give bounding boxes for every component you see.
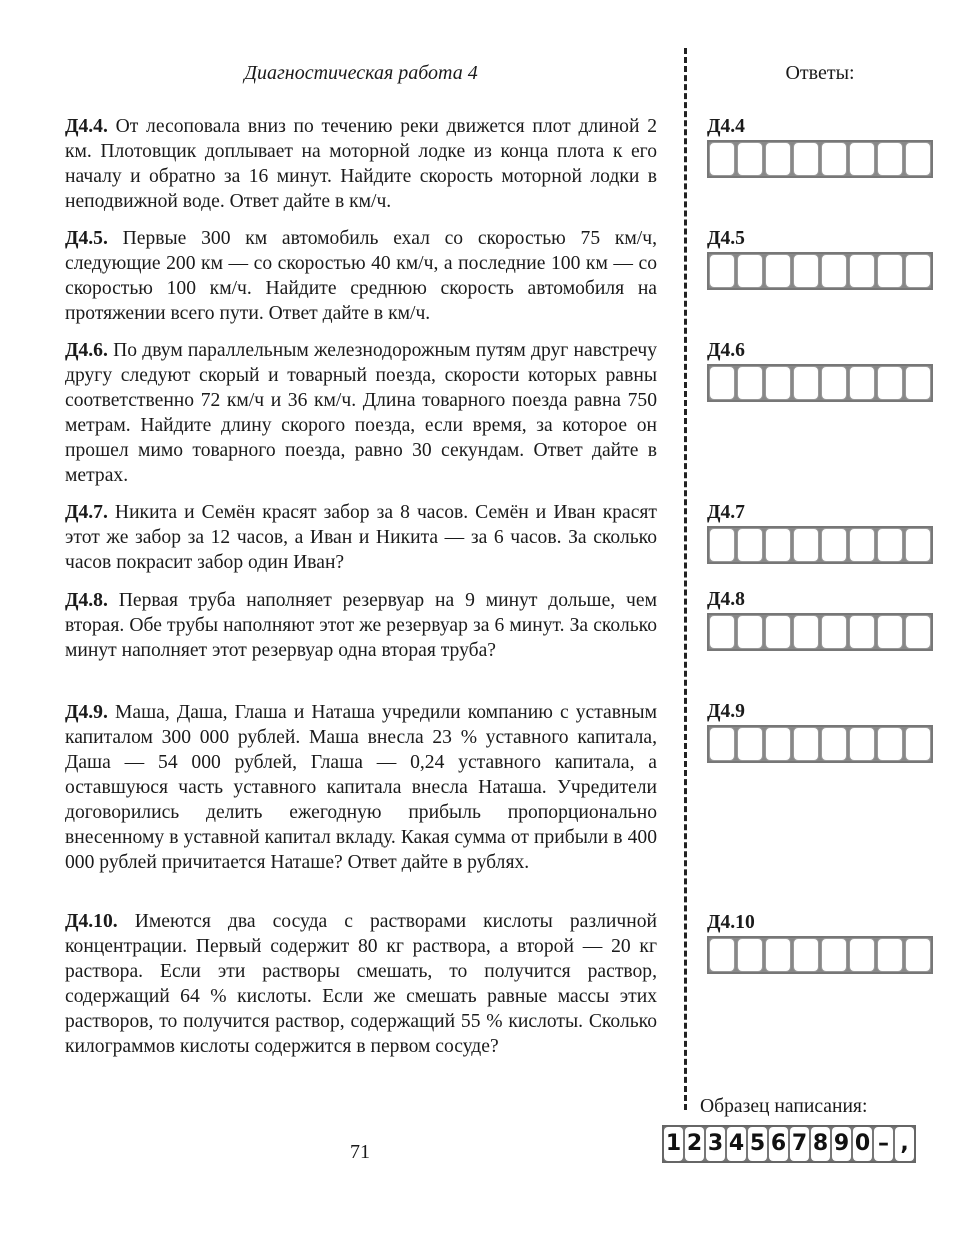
answer-cell[interactable] bbox=[905, 254, 931, 288]
cut-line-divider bbox=[684, 48, 687, 1110]
sample-digit: 6 bbox=[769, 1127, 788, 1161]
problem-d4-10 bbox=[65, 909, 657, 1059]
answer-cell[interactable] bbox=[709, 938, 735, 972]
problem-text: Первая труба наполняет резервуар на 9 минут дольше, чем вторая. Обе трубы наполняют этот же резервуар за 6 минут. За сколько минут наполняет этот резервуар одна вторая труба? bbox=[65, 590, 657, 661]
answer-cell[interactable] bbox=[709, 254, 735, 288]
answer-d4-8 bbox=[707, 589, 933, 651]
answer-cell[interactable] bbox=[821, 528, 847, 562]
answer-cell[interactable] bbox=[709, 727, 735, 761]
problem-d4-8 bbox=[65, 588, 657, 663]
answer-d4-6 bbox=[707, 340, 933, 402]
answer-cell[interactable] bbox=[905, 142, 931, 176]
problem-text: По двум параллельным железнодорожным путям друг навстречу другу следуют скорый и товарный поезда, скорости которых равны соответственно 72 км/ч и 36 км/ч. Длина товарного поезда равна 750 метрам. Найдите длину скорого поезда, если время, за которое он прошел мимо товарного поезда, равно 30 секундам. Ответ дайте в метрах. bbox=[65, 340, 657, 486]
answer-cell[interactable] bbox=[793, 727, 819, 761]
problem-number: Д4.8. bbox=[65, 590, 108, 611]
problem-number: Д4.9. bbox=[65, 702, 108, 723]
answer-cell[interactable] bbox=[877, 142, 903, 176]
answer-cell[interactable] bbox=[849, 938, 875, 972]
answer-cell[interactable] bbox=[793, 366, 819, 400]
running-header: Диагностическая работа 4 bbox=[244, 62, 478, 84]
problem-number: Д4.5. bbox=[65, 228, 108, 249]
problem-d4-9 bbox=[65, 700, 657, 875]
answer-cell[interactable] bbox=[737, 727, 763, 761]
sample-digit: , bbox=[895, 1127, 914, 1161]
answer-cell[interactable] bbox=[765, 366, 791, 400]
answer-cell[interactable] bbox=[765, 254, 791, 288]
answer-cell[interactable] bbox=[849, 366, 875, 400]
answer-cell[interactable] bbox=[737, 938, 763, 972]
sample-digit: 1 bbox=[664, 1127, 683, 1161]
sample-label: Образец написания: bbox=[700, 1096, 868, 1117]
answer-cell[interactable] bbox=[793, 254, 819, 288]
sample-digit: 0 bbox=[853, 1127, 872, 1161]
answer-cell[interactable] bbox=[905, 528, 931, 562]
answer-cell[interactable] bbox=[849, 727, 875, 761]
answer-cell[interactable] bbox=[709, 615, 735, 649]
answer-cell[interactable] bbox=[849, 254, 875, 288]
answer-cell[interactable] bbox=[793, 938, 819, 972]
answer-cell[interactable] bbox=[905, 727, 931, 761]
answer-d4-4 bbox=[707, 116, 933, 178]
answer-label: Д4.7 bbox=[707, 502, 745, 523]
problem-number: Д4.10. bbox=[65, 911, 118, 932]
answer-cell[interactable] bbox=[821, 727, 847, 761]
problem-d4-4 bbox=[65, 114, 657, 214]
answer-boxes[interactable] bbox=[707, 140, 933, 178]
answer-cell[interactable] bbox=[737, 528, 763, 562]
answer-cell[interactable] bbox=[765, 938, 791, 972]
sample-digit: 7 bbox=[790, 1127, 809, 1161]
answer-cell[interactable] bbox=[793, 615, 819, 649]
answer-cell[interactable] bbox=[905, 938, 931, 972]
answer-cell[interactable] bbox=[765, 528, 791, 562]
sample-digit: 9 bbox=[832, 1127, 851, 1161]
answer-cell[interactable] bbox=[709, 366, 735, 400]
answer-cell[interactable] bbox=[793, 528, 819, 562]
answer-boxes[interactable] bbox=[707, 936, 933, 974]
problem-text: Маша, Даша, Глаша и Наташа учредили компанию с уставным капиталом 300 000 рублей. Маша внесла 23 % уставного капитала, Даша — 54 000 рублей, Глаша — 0,24 уставного капитала, а оставшуюся часть уставного капитала внесла Наташа. Учредители договорились делить ежегодную прибыль пропорционально внесенному в уставной капитал вкладу. Какая сумма от прибыли в 400 000 рублей причитается Наташе? Ответ дайте в рублях. bbox=[65, 702, 658, 873]
answer-label: Д4.10 bbox=[707, 912, 755, 933]
problem-number: Д4.7. bbox=[65, 502, 108, 523]
sample-digit: 3 bbox=[706, 1127, 725, 1161]
answer-cell[interactable] bbox=[765, 615, 791, 649]
answer-cell[interactable] bbox=[877, 727, 903, 761]
answer-label: Д4.4 bbox=[707, 116, 745, 137]
answer-cell[interactable] bbox=[821, 254, 847, 288]
answer-cell[interactable] bbox=[877, 528, 903, 562]
answer-boxes[interactable] bbox=[707, 364, 933, 402]
answer-cell[interactable] bbox=[793, 142, 819, 176]
answer-cell[interactable] bbox=[849, 615, 875, 649]
answer-d4-5 bbox=[707, 228, 933, 290]
answer-cell[interactable] bbox=[709, 528, 735, 562]
answer-d4-7 bbox=[707, 502, 933, 564]
answer-cell[interactable] bbox=[849, 142, 875, 176]
answers-heading: Ответы: bbox=[785, 62, 855, 84]
problem-number: Д4.4. bbox=[65, 116, 108, 137]
problem-d4-6 bbox=[65, 338, 657, 488]
answer-label: Д4.8 bbox=[707, 589, 745, 610]
answer-cell[interactable] bbox=[905, 366, 931, 400]
sample-digit: 8 bbox=[811, 1127, 830, 1161]
answer-cell[interactable] bbox=[737, 615, 763, 649]
answer-d4-9 bbox=[707, 701, 933, 763]
sample-digit: 5 bbox=[748, 1127, 767, 1161]
answer-cell[interactable] bbox=[821, 366, 847, 400]
sample-digit: – bbox=[874, 1127, 893, 1161]
answer-cell[interactable] bbox=[849, 528, 875, 562]
answer-label: Д4.5 bbox=[707, 228, 745, 249]
answer-boxes[interactable] bbox=[707, 725, 933, 763]
answer-label: Д4.6 bbox=[707, 340, 745, 361]
problem-d4-7 bbox=[65, 500, 657, 575]
answer-cell[interactable] bbox=[709, 142, 735, 176]
answer-cell[interactable] bbox=[877, 615, 903, 649]
sample-digit: 4 bbox=[727, 1127, 746, 1161]
answer-cell[interactable] bbox=[737, 142, 763, 176]
answer-d4-10 bbox=[707, 912, 933, 974]
answer-cell[interactable] bbox=[737, 366, 763, 400]
answer-cell[interactable] bbox=[737, 254, 763, 288]
answer-cell[interactable] bbox=[877, 366, 903, 400]
problem-text: Первые 300 км автомобиль ехал со скоростью 75 км/ч, следующие 200 км — со скоростью 40 км/ч, а последние 100 км — со скоростью 100 км/ч. Найдите среднюю скорость автомобиля на протяжении всего пути. Ответ дайте в км/ч. bbox=[65, 228, 657, 324]
sample-digits bbox=[662, 1125, 916, 1163]
answer-cell[interactable] bbox=[821, 615, 847, 649]
sample-digit: 2 bbox=[685, 1127, 704, 1161]
problem-text: Имеются два сосуда с растворами кислоты различной концентрации. Первый содержит 80 кг раствора, а второй — 20 кг раствора. Если эти растворы смешать, то получится раствор, содержащий 64 % кислоты. Если же смешать равные массы этих растворов, то получится раствор, содержащий 55 % кислоты. Сколько килограммов кислоты содержится в первом сосуде? bbox=[65, 911, 657, 1057]
answer-boxes[interactable] bbox=[707, 526, 933, 564]
answer-cell[interactable] bbox=[765, 727, 791, 761]
answer-cell[interactable] bbox=[905, 615, 931, 649]
answer-boxes[interactable] bbox=[707, 613, 933, 651]
page-number: 71 bbox=[350, 1141, 370, 1163]
answer-cell[interactable] bbox=[877, 938, 903, 972]
problem-text: От лесоповала вниз по течению реки движется плот длиной 2 км. Плотовщик доплывает на моторной лодке из конца плота к его началу и обратно за 16 минут. Найдите скорость моторной лодки в неподвижной воде. Ответ дайте в км/ч. bbox=[65, 116, 657, 212]
problem-d4-5 bbox=[65, 226, 657, 326]
problem-number: Д4.6. bbox=[65, 340, 108, 361]
answer-cell[interactable] bbox=[821, 142, 847, 176]
problem-text: Никита и Семён красят забор за 8 часов. Семён и Иван красят этот же забор за 12 часов, а Иван и Никита — за 6 часов. За сколько часов покрасит забор один Иван? bbox=[65, 502, 657, 573]
answer-boxes[interactable] bbox=[707, 252, 933, 290]
answer-cell[interactable] bbox=[765, 142, 791, 176]
answer-cell[interactable] bbox=[821, 938, 847, 972]
answer-cell[interactable] bbox=[877, 254, 903, 288]
answer-label: Д4.9 bbox=[707, 701, 745, 722]
